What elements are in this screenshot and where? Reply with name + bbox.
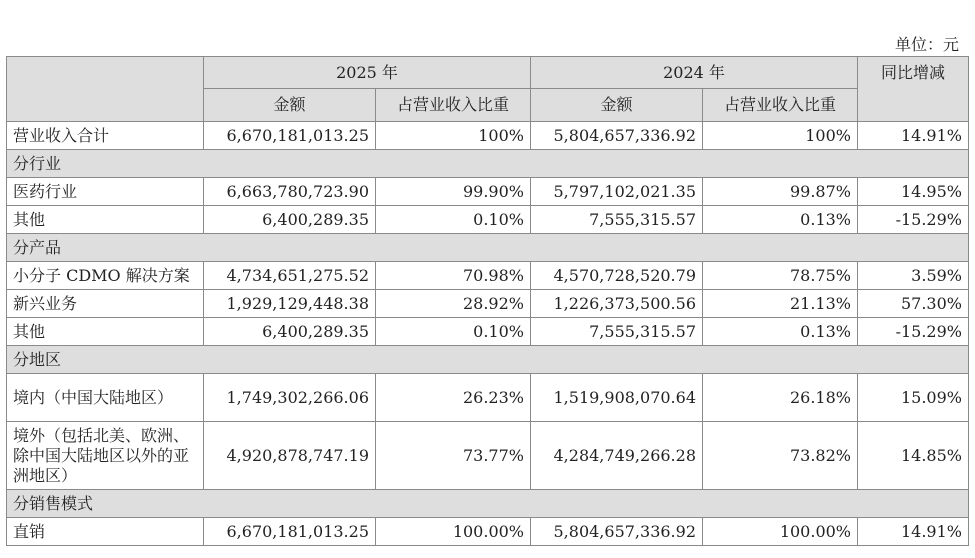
section-row [7,346,969,374]
row-label: 新兴业务 [7,290,204,318]
header-blank [7,57,204,122]
ratio-2024-cell: 78.75% [703,262,858,290]
header-amount-2024: 金额 [531,89,703,122]
ratio-2025-cell: 70.98% [376,262,531,290]
amount-2024-cell: 1,519,908,070.64 [531,374,703,422]
section-row [7,234,969,262]
table-row [7,178,969,206]
amount-2024-cell: 1,226,373,500.56 [531,290,703,318]
ratio-2025-cell: 99.90% [376,178,531,206]
ratio-2025-cell: 26.23% [376,374,531,422]
ratio-2024-cell: 100% [703,122,858,150]
yoy-cell: -15.29% [858,318,969,346]
amount-2025-cell: 4,920,878,747.19 [204,422,376,490]
section-label: 分销售模式 [7,490,969,518]
row-label: 营业收入合计 [7,122,204,150]
table-row [7,374,969,422]
amount-2024-cell: 7,555,315.57 [531,206,703,234]
amount-2024-cell: 5,797,102,021.35 [531,178,703,206]
ratio-2024-cell: 100.00% [703,518,858,546]
amount-2025-cell: 6,663,780,723.90 [204,178,376,206]
header-yoy: 同比增减 [858,57,969,122]
yoy-cell: 57.30% [858,290,969,318]
yoy-cell: 14.85% [858,422,969,490]
ratio-2024-cell: 99.87% [703,178,858,206]
yoy-cell: -15.29% [858,206,969,234]
row-label: 小分子 CDMO 解决方案 [7,262,204,290]
table-row [7,206,969,234]
amount-2024-cell: 7,555,315.57 [531,318,703,346]
row-label: 医药行业 [7,178,204,206]
table-row [7,422,969,490]
table-row [7,122,969,150]
ratio-2025-cell: 0.10% [376,318,531,346]
header-year-2025: 2025 年 [204,57,531,89]
amount-2025-cell: 4,734,651,275.52 [204,262,376,290]
ratio-2024-cell: 0.13% [703,318,858,346]
row-label: 境外（包括北美、欧洲、除中国大陆地区以外的亚洲地区） [7,422,204,490]
table-row [7,290,969,318]
amount-2025-cell: 6,400,289.35 [204,318,376,346]
revenue-table [6,56,969,546]
yoy-cell: 14.95% [858,178,969,206]
ratio-2024-cell: 26.18% [703,374,858,422]
section-row [7,150,969,178]
header-ratio-2024: 占营业收入比重 [703,89,858,122]
ratio-2024-cell: 73.82% [703,422,858,490]
table-row [7,262,969,290]
unit-label: 单位：元 [894,35,959,54]
amount-2024-cell: 4,284,749,266.28 [531,422,703,490]
section-label: 分行业 [7,150,969,178]
ratio-2024-cell: 21.13% [703,290,858,318]
row-label: 其他 [7,206,204,234]
row-label: 直销 [7,518,204,546]
yoy-cell: 15.09% [858,374,969,422]
amount-2024-cell: 5,804,657,336.92 [531,518,703,546]
yoy-cell: 14.91% [858,122,969,150]
ratio-2024-cell: 0.13% [703,206,858,234]
section-label: 分地区 [7,346,969,374]
yoy-cell: 14.91% [858,518,969,546]
amount-2024-cell: 4,570,728,520.79 [531,262,703,290]
table-row [7,518,969,546]
ratio-2025-cell: 100% [376,122,531,150]
header-year-2024: 2024 年 [531,57,858,89]
amount-2025-cell: 1,929,129,448.38 [204,290,376,318]
header-amount-2025: 金额 [204,89,376,122]
section-label: 分产品 [7,234,969,262]
yoy-cell: 3.59% [858,262,969,290]
table-row [7,318,969,346]
ratio-2025-cell: 28.92% [376,290,531,318]
row-label: 其他 [7,318,204,346]
amount-2025-cell: 6,400,289.35 [204,206,376,234]
row-label: 境内（中国大陆地区） [7,374,204,422]
header-ratio-2025: 占营业收入比重 [376,89,531,122]
section-row [7,490,969,518]
ratio-2025-cell: 100.00% [376,518,531,546]
amount-2025-cell: 6,670,181,013.25 [204,518,376,546]
ratio-2025-cell: 0.10% [376,206,531,234]
amount-2024-cell: 5,804,657,336.92 [531,122,703,150]
amount-2025-cell: 6,670,181,013.25 [204,122,376,150]
ratio-2025-cell: 73.77% [376,422,531,490]
amount-2025-cell: 1,749,302,266.06 [204,374,376,422]
